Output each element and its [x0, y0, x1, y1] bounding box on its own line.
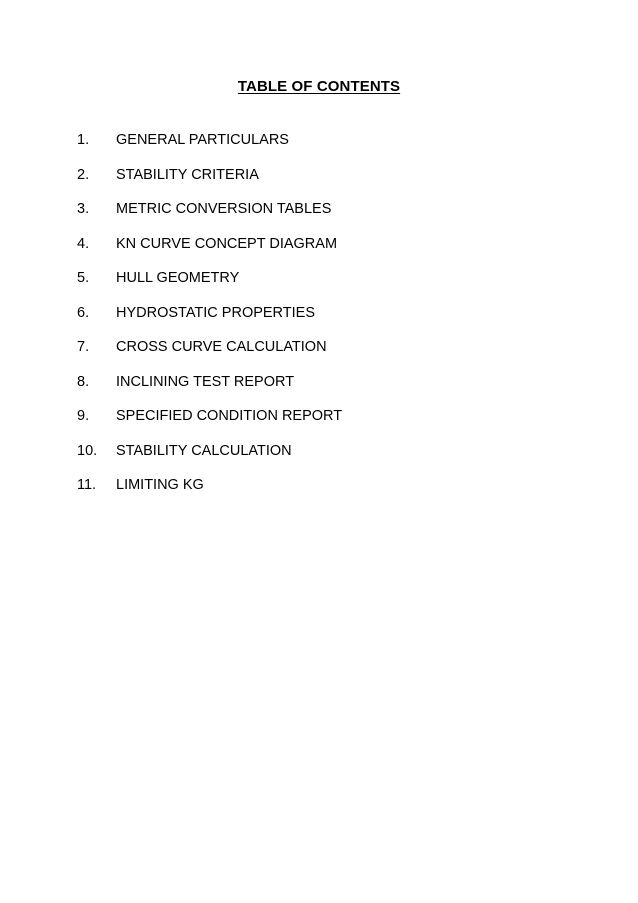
toc-item [77, 338, 342, 373]
toc-item-text: STABILITY CALCULATION [116, 442, 292, 459]
toc-item [77, 166, 342, 201]
toc-item-text: GENERAL PARTICULARS [116, 132, 289, 148]
toc-item [77, 442, 342, 477]
toc-item-number: 2. [77, 166, 90, 183]
toc-item-number: 7. [77, 339, 90, 355]
toc-item [77, 269, 342, 304]
toc-item [77, 407, 342, 442]
toc-item-number: 6. [77, 304, 90, 321]
toc-item-text: HYDROSTATIC PROPERTIES [116, 304, 315, 321]
toc-list [77, 131, 342, 511]
toc-item-number: 1. [77, 132, 90, 148]
toc-item-number: 9. [77, 408, 90, 424]
toc-item-text: STABILITY CRITERIA [116, 166, 259, 183]
toc-item-number: 5. [77, 270, 90, 286]
toc-item-text: CROSS CURVE CALCULATION [116, 339, 327, 355]
toc-item [77, 131, 342, 166]
toc-item-text: KN CURVE CONCEPT DIAGRAM [116, 235, 338, 252]
toc-item-text: SPECIFIED CONDITION REPORT [116, 408, 343, 424]
toc-item [77, 200, 342, 235]
toc-item [77, 235, 342, 270]
toc-item-number: 11. [77, 477, 97, 493]
toc-item-text: HULL GEOMETRY [116, 270, 240, 286]
toc-item-number: 4. [77, 235, 90, 252]
toc-item [77, 476, 342, 511]
toc-item-text: INCLINING TEST REPORT [116, 373, 295, 390]
toc-item [77, 304, 342, 339]
toc-item-number: 3. [77, 201, 90, 217]
toc-item-number: 10. [77, 442, 98, 459]
toc-item-text: METRIC CONVERSION TABLES [116, 201, 332, 217]
toc-item-text: LIMITING KG [116, 477, 204, 493]
toc-item-number: 8. [77, 373, 90, 390]
toc-item [77, 373, 342, 408]
page-title: TABLE OF CONTENTS [237, 78, 401, 95]
